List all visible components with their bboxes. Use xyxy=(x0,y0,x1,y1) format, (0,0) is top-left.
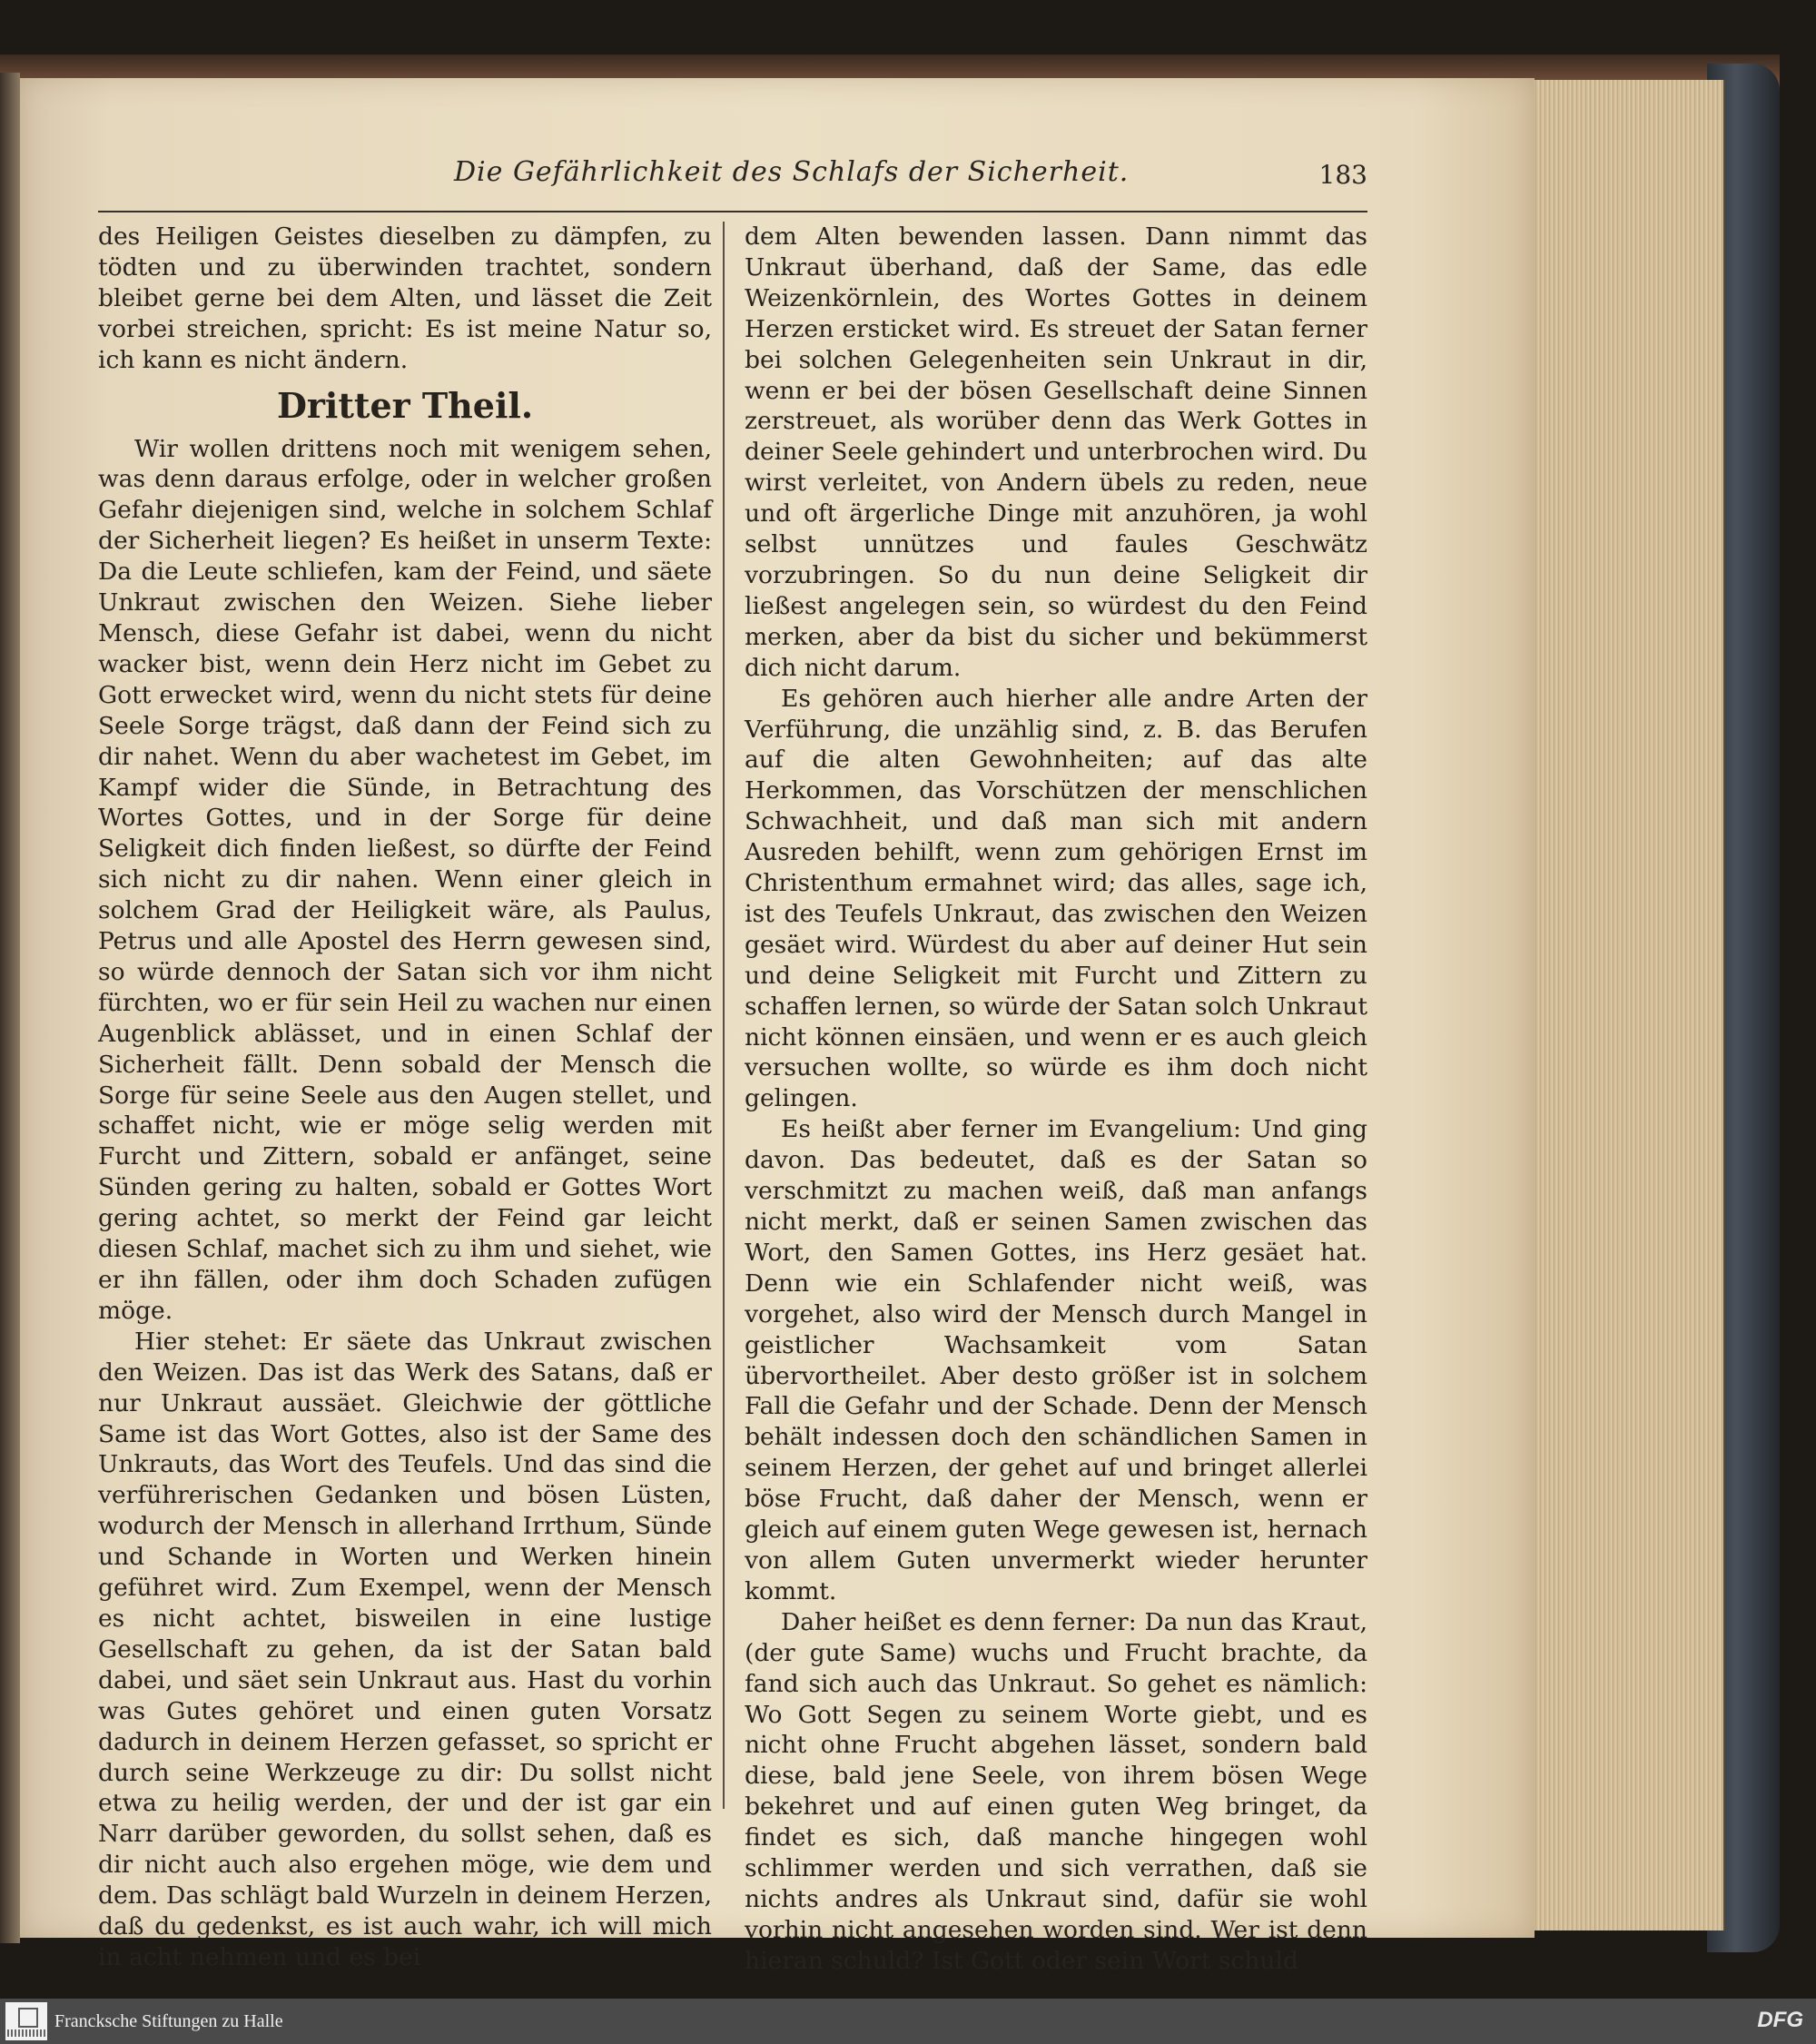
left-column xyxy=(98,222,712,1973)
funder-logo: DFG xyxy=(1757,2008,1803,2032)
paragraph: Wir wollen drittens noch mit wenigem sehen, was denn daraus erfolge, oder in welcher großen Gefahr diejenigen sind, welche in solchem Schlaf der Sicherheit liegen? Es heißet in unserm Texte: Da die Leute schliefen, kam der Feind, und säete Unkraut zwischen den Weizen. Siehe lieber Mensch, diese Gefahr ist dabei, wenn du nicht wacker bist, wenn dein Herz nicht im Gebet zu Gott erwecket wird, wenn du nicht stets für deine Seele Sorge trägst, daß dann der Feind sich zu dir nahet. Wenn du aber wachetest im Gebet, im Kampf wider die Sünde, in Betrachtung des Wortes Gottes, und in der Sorge für deine Seligkeit dich finden ließest, so dürfte der Feind sich nicht zu dir nahen. Wenn einer gleich in solchem Grad der Heiligkeit wäre, als Paulus, Petrus und alle Apostel des Herrn gewesen sind, so würde dennoch der Satan sich vor ihm nicht fürchten, wo er für sein Heil zu wachen nur einen Augenblick ablässet, und in einen Schlaf der Sicherheit fällt. Denn sobald der Mensch die Sorge für seine Seele aus den Augen stellet, und schaffet nicht, wie er möge selig werden mit Furcht und Zittern, sobald er anfänget, seine Sünden gering zu halten, sobald er Gottes Wort gering achtet, so merkt der Feind gar leicht diesen Schlaf, machet sich zu ihm und siehet, wie er ihn fällen, oder ihm doch Schaden zufügen möge. xyxy=(98,434,712,1325)
page-number: 183 xyxy=(1318,160,1367,190)
viewer-footer-bar xyxy=(0,1999,1816,2044)
right-column xyxy=(745,222,1367,1977)
paragraph: Es gehören auch hierher alle andre Arten der Verführung, die unzählig sind, z. B. das Berufen auf die alten Gewohnheiten; auf das alte Herkommen, das Vorschützen der menschlichen Schwachheit, und daß man sich mit andern Ausreden behilft, wenn zum gehörigen Ernst im Christenthum ermahnet wird; das alles, sage ich, ist des Teufels Unkraut, das zwischen den Weizen gesäet wird. Würdest du aber auf deiner Hut sein und deine Seligkeit mit Furcht und Zittern zu schaffen lernen, so würde der Satan solch Unkraut nicht können einsäen, und wenn er es auch gleich versuchen wollte, so würde es ihm doch nicht gelingen. xyxy=(745,684,1367,1113)
book-gutter xyxy=(0,73,20,1943)
paragraph: des Heiligen Geistes dieselben zu dämpfen, zu tödten und zu überwinden trachtet, sondern bleibet gerne bei dem Alten, und lässet die Zeit vorbei streichen, spricht: Es ist meine Natur so, ich kann es nicht ändern. xyxy=(98,222,712,374)
paragraph: Daher heißet es denn ferner: Da nun das Kraut, (der gute Same) wuchs und Frucht brachte, da fand sich auch das Unkraut. So gehet es nämlich: Wo Gott Segen zu seinem Worte giebt, und es nicht ohne Frucht abgehen lässet, sondern bald diese, bald jene Seele, von ihrem bösen Wege bekehret und auf einen guten Weg bringet, da findet es sich, daß manche hingegen wohl schlimmer werden und sich verrathen, daß sie nichts andres als Unkraut sind, dafür sie wohl vorhin nicht angesehen worden sind. Wer ist denn hieran schuld? Ist Gott oder sein Wort schuld xyxy=(745,1607,1367,1975)
institution-name: Francksche Stiftungen zu Halle xyxy=(54,2011,283,2031)
paragraph: dem Alten bewenden lassen. Dann nimmt das Unkraut überhand, daß der Same, das edle Weizenkörnlein, des Wortes Gottes in deinem Herzen ersticket wird. Es streuet der Satan ferner bei solchen Gelegenheiten sein Unkraut in dir, wenn er bei der bösen Gesellschaft deine Sinnen zerstreuet, als worüber denn das Werk Gottes in deiner Seele gehindert und unterbrochen wird. Du wirst verleitet, von Andern übels zu reden, neue und oft ärgerliche Dinge mit anzuhören, ja wohl selbst unnützes und faules Geschwätz vorzubringen. So du nun deine Seligkeit dir ließest angelegen sein, so würdest du den Feind merken, aber da bist du sicher und bekümmerst dich nicht darum. xyxy=(745,222,1367,682)
page-header xyxy=(100,156,1367,202)
paragraph: Hier stehet: Er säete das Unkraut zwischen den Weizen. Das ist das Werk des Satans, daß er nur Unkraut aussäet. Gleichwie der göttliche Same ist das Wort Gottes, also ist der Same des Unkrauts, das Wort des Teufels. Und das sind die verführerischen Gedanken und bösen Lüsten, wodurch der Mensch in allerhand Irrthum, Sünde und Schande in Worten und Werken hinein geführet wird. Zum Exempel, wenn der Mensch es nicht achtet, bisweilen in eine lustige Gesellschaft zu gehen, da ist der Satan bald dabei, und säet sein Unkraut aus. Hast du vorhin was Gutes gehöret und einen guten Vorsatz dadurch in deinem Herzen gefasset, so spricht er durch seine Werkzeuge zu dir: Du sollst nicht etwa zu heilig werden, der und der ist gar ein Narr darüber geworden, du sollst sehen, daß es dir nicht auch also ergehen möge, wie dem und dem. Das schlägt bald Wurzeln in deinem Herzen, daß du gedenkst, es ist auch wahr, ich will mich in acht nehmen und es bei xyxy=(98,1327,712,1971)
section-heading: Dritter Theil. xyxy=(276,384,534,426)
logo-mark-icon xyxy=(18,2008,38,2028)
page-block-edges xyxy=(1533,80,1725,1930)
paragraph: Es heißt aber ferner im Evangelium: Und ging davon. Das bedeutet, daß es der Satan so verschmitzt zu machen weiß, daß man anfangs nicht merkt, daß er seinen Samen zwischen das Wort, den Samen Gottes, ins Herz gesäet hat. Denn wie ein Schlafender nicht weiß, was vorgehet, also wird der Mensch durch Mangel in geistlicher Wachsamkeit vom Satan übervortheilet. Aber desto größer ist in solchem Fall die Gefahr und der Schade. Denn der Mensch behält indessen doch den schändlichen Samen in seinem Herzen, der gehet auf und bringet allerlei böse Frucht, daß daher der Mensch, wenn er gleich auf einem guten Wege gewesen ist, hernach von allem Guten unvermerkt wieder herunter kommt. xyxy=(745,1115,1367,1605)
institution-logo xyxy=(5,2002,47,2040)
column-divider xyxy=(723,222,725,1809)
running-title: Die Gefährlichkeit des Schlafs der Sicherheit. xyxy=(454,156,1130,188)
logo-text-icon xyxy=(7,2029,45,2037)
header-rule xyxy=(98,211,1367,212)
